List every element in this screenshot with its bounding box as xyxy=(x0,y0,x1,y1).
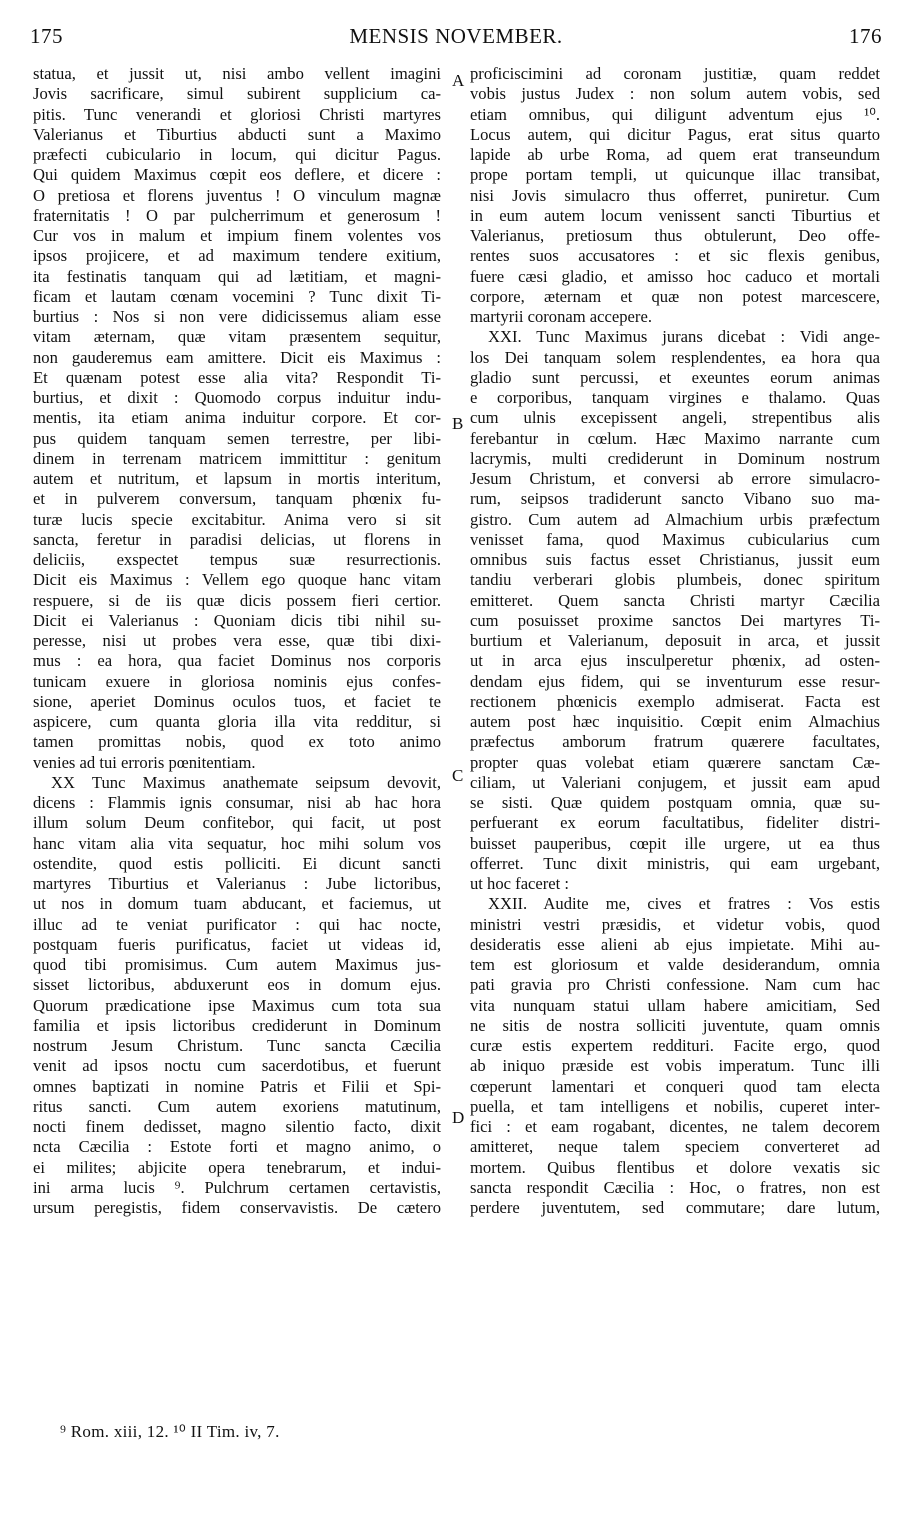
text-line: Valerianus et Tiburtius abducti sunt a Maximo xyxy=(33,124,441,144)
text-line: pati gravia pro Christi confessione. Nam cum hac xyxy=(470,975,880,995)
text-line: tunicam exuere in gloriosa nominis ejus confes- xyxy=(33,671,441,691)
text-line: ut in arca ejus insculperetur phœnix, ad osten- xyxy=(470,651,880,671)
text-line: Jesum Christum, et conversi ab errore simulacro- xyxy=(470,469,880,488)
text-line: illuc ad te veniat purificator : qui hac nocte, xyxy=(33,914,441,934)
text-line: perdere juventutem, sed commutare; dare lutum, xyxy=(470,1198,880,1217)
text-line: venisset fama, quod Maximus cubicularius cum xyxy=(470,529,880,549)
text-line: emitteret. Quem sancta Christi martyr Cæcilia xyxy=(470,590,880,610)
margin-letter-c: C xyxy=(452,766,464,785)
text-line: omnes baptizati in nomine Patris et Filii et Spi- xyxy=(33,1076,441,1096)
text-line: ursum peregistis, fidem conservavistis. De cætero xyxy=(33,1198,441,1217)
text-line: præfectus amborum fratrum quærere facultates, xyxy=(470,732,880,752)
text-line: proficiscimini ad coronam justitiæ, quam reddet xyxy=(470,64,880,83)
text-line: autem post hæc inquisitio. Cœpit enim Almachius xyxy=(470,712,880,731)
text-line: Valerianus, pretiosum thus obtulerunt, Deo offe- xyxy=(470,226,880,245)
text-line: ut hoc faceret : xyxy=(470,874,570,893)
text-line: pitis. Tunc venerandi et gloriosi Christi martyres xyxy=(33,104,441,124)
text-line: desideratis esse alieni ab ejus impietate. Mihi au- xyxy=(470,934,880,954)
page-header xyxy=(30,24,882,58)
text-line: quod tibi promisimus. Cum autem Maximus jus- xyxy=(33,955,441,974)
text-line: ipsos projicere, et ad maximum tendere exitium, xyxy=(33,246,441,266)
text-line: Qui quidem Maximus cœpit eos deflere, et dicere : xyxy=(33,165,441,185)
text-line: cum posuisset proxime sanctos Dei martyres Ti- xyxy=(470,610,880,630)
text-line: postquam fueris purificatus, faciet ut videas id, xyxy=(33,934,441,954)
text-line: fuere cæsi gladio, et amisso hoc caduco et mortali xyxy=(470,266,880,286)
text-line: nocti finem dedisset, magno silentio facto, dixit xyxy=(33,1117,441,1136)
margin-letter-d: D xyxy=(452,1108,465,1127)
page-number-right: 176 xyxy=(849,24,882,48)
text-line: curæ estis expertem reddituri. Facite ergo, quod xyxy=(470,1036,880,1055)
text-line: dinem in terrenam matricem immittitur : genitum xyxy=(33,448,441,468)
text-line: peresse, nisi ut probes vera esse, quæ tibi dixi- xyxy=(33,631,441,650)
text-line: XXII. Audite me, cives et fratres : Vos estis xyxy=(488,894,880,914)
text-line: ne sitis de nostra solliciti juventute, quam omnis xyxy=(470,1015,880,1035)
text-line: gistro. Cum autem ad Almachium urbis præfectum xyxy=(470,509,880,529)
text-line: e corporibus, tanquam virgines e thalamo. Quas xyxy=(470,388,880,407)
text-line: puella, et tam intelligens et nobilis, cuperet inter- xyxy=(470,1096,880,1116)
text-line: respuere, si de iis quæ dicis possem fieri certior. xyxy=(33,590,441,610)
text-line: Dicit ei Valerianus : Quoniam dicis tibi nihil su- xyxy=(33,610,441,630)
text-line: Quorum prædicatione ipse Maximus cum tota sua xyxy=(33,995,441,1015)
text-line: mortem. Quibus flentibus et dolore vexatis sic xyxy=(470,1157,880,1177)
text-line: venit ad ipsos noctu cum sacerdotibus, et fuerunt xyxy=(33,1056,441,1076)
text-line: fraternitatis ! O par pulcherrimum et generosum ! xyxy=(33,205,441,225)
margin-letter-b: B xyxy=(452,414,464,433)
text-line: ncta Cæcilia : Estote forti et magno animo, o xyxy=(33,1137,441,1157)
text-line: autem et nutritum, et lapsum in mortis interitum, xyxy=(33,469,441,488)
text-line: dendam ejus fidem, qui se inventurum esse resur- xyxy=(470,671,880,691)
text-line: ferebantur in cœlum. Hæc Maximo narrante cum xyxy=(470,428,880,448)
text-line: amitteret, neque talem speciem converteret ad xyxy=(470,1137,880,1157)
text-line: ut nos in domum tuam abducant, et faciemus, ut xyxy=(33,894,441,914)
text-line: non gauderemus eam amittere. Dicit eis Maximus : xyxy=(33,347,441,367)
text-line: perfuerant ex eorum facultatibus, fideliter distri- xyxy=(470,813,880,833)
text-line: vita nunquam statui ullam habere amicitiam, Sed xyxy=(470,995,880,1015)
text-line: O pretiosa et florens juventus ! O vinculum magnæ xyxy=(33,185,441,205)
text-line: burtius, et dixit : Quomodo corpus induitur indu- xyxy=(33,388,441,407)
text-line: in eum autem locum venissent sancti Tiburtius et xyxy=(470,205,880,225)
text-line: Dicit eis Maximus : Vellem ego quoque hanc vitam xyxy=(33,570,441,590)
right-column xyxy=(470,64,880,1218)
text-line: hanc vitam alia vita sequatur, hoc mihi solum vos xyxy=(33,833,441,853)
text-line: lacrymis, multi crediderunt in Dominum nostrum xyxy=(470,448,880,468)
text-line: dicens : Flammis ignis consumar, nisi ab hac hora xyxy=(33,793,441,812)
text-line: venies ad tui erroris pœnitentiam. xyxy=(33,752,256,772)
text-line: se sisti. Quæ quidem postquam omnia, quæ su- xyxy=(470,793,880,812)
text-line: Locus autem, qui dicitur Pagus, erat situs quarto xyxy=(470,124,880,144)
text-line: offerret. Tunc dixit ministris, qui eam urgebant, xyxy=(470,853,880,873)
text-line: ab iniquo præside est vobis imperatum. Tunc illi xyxy=(470,1056,880,1076)
text-line: ini arma lucis ⁹. Pulchrum certamen certavistis, xyxy=(33,1177,441,1197)
text-line: prope portam templi, ut quicunque illac transibat, xyxy=(470,165,880,185)
text-line: statua, et jussit ut, nisi ambo vellent imagini xyxy=(33,64,441,83)
text-line: nostrum Jesum Christum. Tunc sancta Cæcilia xyxy=(33,1036,441,1055)
margin-letter-a: A xyxy=(452,71,465,90)
text-line: ei milites; abjicite opera tenebrarum, et indui- xyxy=(33,1157,441,1177)
text-line: XX Tunc Maximus anathemate seipsum devovit, xyxy=(51,772,441,792)
running-title: MENSIS NOVEMBER. xyxy=(349,24,563,48)
text-line: vitam æternam, quæ vitam præsentem sequitur, xyxy=(33,327,441,347)
text-line: et in pulverem conversum, tanquam phœnix fu- xyxy=(33,489,441,509)
text-line: ritus sancti. Cum autem exoriens matutinum, xyxy=(33,1096,441,1116)
text-line: fici : et eam rogabant, dicentes, ne talem decorem xyxy=(470,1117,880,1136)
text-line: cum ulnis excepissent angeli, strepentibus alis xyxy=(470,408,880,428)
text-line: omnibus suis factus esset Christianus, jussit eum xyxy=(470,550,880,569)
text-line: Jovis sacrificare, simul subirent supplicium ca- xyxy=(33,84,441,104)
text-line: illum solum Deum confitebor, qui facit, ut post xyxy=(33,813,441,833)
text-line: martyrii coronam accepere. xyxy=(470,307,652,326)
left-column xyxy=(33,64,441,1218)
text-line: lapide ab urbe Roma, ad quem erat transeundum xyxy=(470,145,880,164)
text-line: ciliam, ut Valeriani conjugem, et jussit eam apud xyxy=(470,772,880,792)
text-line: familia et ipsis lictoribus crediderunt in Dominum xyxy=(33,1015,441,1035)
text-line: tamen promittas nobis, quod ex toto animo xyxy=(33,732,441,752)
text-line: burtius : Nos si non vere didicissemus aliam esse xyxy=(33,307,441,326)
text-line: Cur vos in malum et impium finem volentes vos xyxy=(33,226,441,245)
text-line: turæ lucis specie excitabitur. Anima vero si sit xyxy=(33,509,441,529)
text-line: nisi Jovis simulacro thus offerret, puniretur. Cum xyxy=(470,185,880,205)
text-line: gladio sunt percussi, et exeuntes eorum animas xyxy=(470,367,880,387)
text-line: ficam et lautam cœnam vocemini ? Tunc dixit Ti- xyxy=(33,286,441,306)
text-line: buisset pauperibus, cœpit ille urgere, ut ea thus xyxy=(470,833,880,853)
text-line: deliciis, exspectet tempus suæ resurrectionis. xyxy=(33,550,441,569)
page-number-left: 175 xyxy=(30,24,63,48)
text-line: ostendite, quod estis polliciti. Ei dicunt sancti xyxy=(33,853,441,873)
text-line: vobis justus Judex : non solum autem vobis, sed xyxy=(470,84,880,104)
text-line: sione, aperiet Dominus oculos tuos, et faciet te xyxy=(33,691,441,711)
text-line: mus : ea hora, qua faciet Dominus nos corporis xyxy=(33,651,441,671)
text-line: ita festinatis tanquam qui ad lætitiam, et magni- xyxy=(33,266,441,286)
text-line: los Dei tanquam solem resplendentes, ea hora qua xyxy=(470,347,880,367)
text-line: tem est gloriosum et valde desiderandum, omnia xyxy=(470,955,880,974)
footnotes: ⁹ Rom. xiii, 12. ¹⁰ II Tim. iv, 7. xyxy=(60,1422,280,1441)
text-line: ministri vestri præsidis, et videtur vobis, quod xyxy=(470,914,880,934)
text-line: pus quidem tanquam semen terrestre, per libi- xyxy=(33,428,441,448)
text-line: præfecti cubiculario in locum, qui dicitur Pagus. xyxy=(33,145,441,164)
text-line: burtium et Valerianum, deposuit in arca, et jussit xyxy=(470,631,880,650)
text-line: aspicere, cum quanta gloria illa vita redditur, si xyxy=(33,712,441,731)
text-line: rentes suos accusatores : et sic flexis genibus, xyxy=(470,246,880,266)
text-line: cœperunt lamentari et conqueri quod tam electa xyxy=(470,1076,880,1096)
text-line: XXI. Tunc Maximus jurans dicebat : Vidi ange- xyxy=(488,327,880,347)
text-line: tandiu verberari globis plumbeis, donec spiritum xyxy=(470,570,880,590)
text-line: rum, seipsos tradiderunt sancto Vibano suo ma- xyxy=(470,489,880,509)
text-line: etiam omnibus, qui diligunt adventum ejus ¹⁰. xyxy=(470,104,880,124)
text-line: sisset lictoribus, abduxerunt eos in domum ejus. xyxy=(33,975,441,995)
text-line: martyres Tiburtius et Valerianus : Jube lictoribus, xyxy=(33,874,441,893)
text-line: mentis, ita etiam anima induitur corpore. Et cor- xyxy=(33,408,441,428)
text-line: rectionem phœnicis exemplo admiserat. Facta est xyxy=(470,691,880,711)
text-line: Et quænam potest esse alia vita? Respondit Ti- xyxy=(33,367,441,387)
text-line: propter quas volebat etiam quærere sanctam Cæ- xyxy=(470,752,880,772)
text-line: sancta respondit Cæcilia : Hoc, o fratres, non est xyxy=(470,1177,880,1197)
text-line: sancta, feretur in paradisi delicias, ut florens in xyxy=(33,529,441,549)
text-line: corpore, æternam et quæ non potest marcescere, xyxy=(470,286,880,306)
